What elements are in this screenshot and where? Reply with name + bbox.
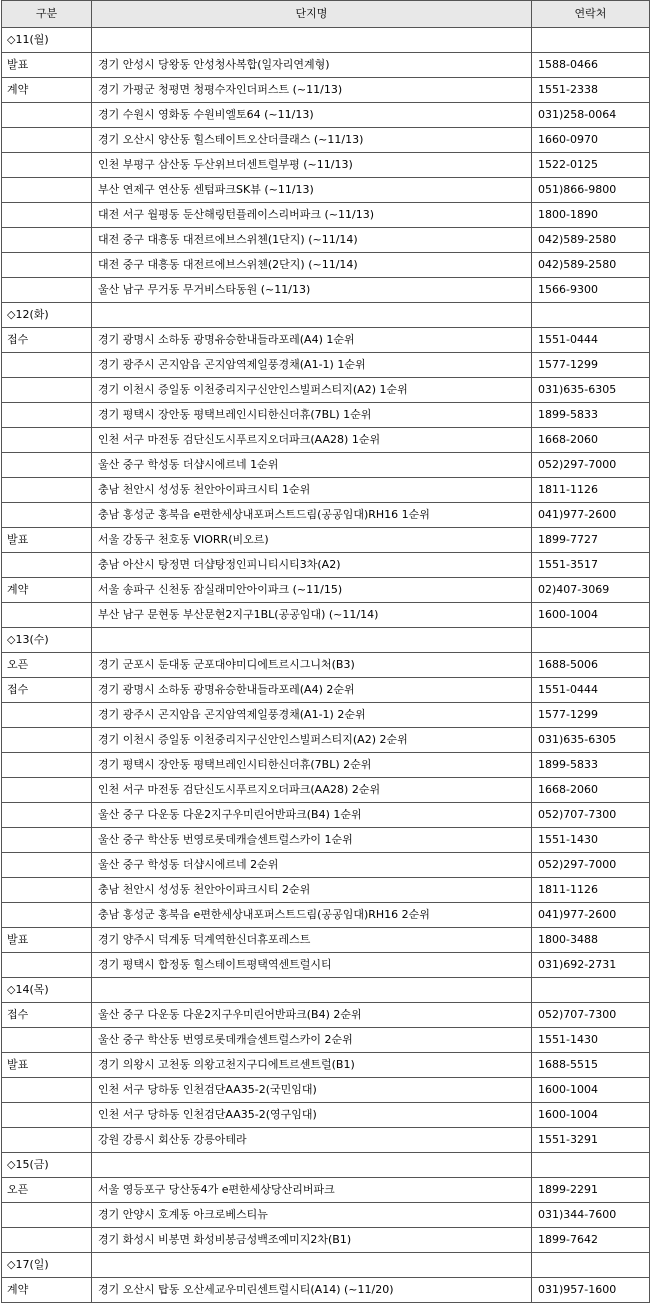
row-contact: 1551-3291 <box>532 1128 650 1153</box>
row-category: 발표 <box>2 928 92 953</box>
row-contact: 1551-2338 <box>532 78 650 103</box>
table-row <box>2 203 650 228</box>
table-row <box>2 1278 650 1303</box>
date-row <box>2 1153 650 1178</box>
row-contact: 1660-0970 <box>532 128 650 153</box>
row-complex-name: 부산 연제구 연산동 센텀파크SK뷰 (~11/13) <box>92 178 532 203</box>
row-contact: 1577-1299 <box>532 353 650 378</box>
row-complex-name: 경기 평택시 장안동 평택브레인시티한신더휴(7BL) 2순위 <box>92 753 532 778</box>
table-row <box>2 953 650 978</box>
row-complex-name: 울산 중구 학산동 번영로롯데캐슬센트럴스카이 2순위 <box>92 1028 532 1053</box>
row-complex-name: 경기 평택시 장안동 평택브레인시티한신더휴(7BL) 1순위 <box>92 403 532 428</box>
row-complex-name: 울산 중구 다운동 다운2지구우미린어반파크(B4) 2순위 <box>92 1003 532 1028</box>
row-category <box>2 128 92 153</box>
row-complex-name: 충남 천안시 성성동 천안아이파크시티 2순위 <box>92 878 532 903</box>
row-complex-name: 울산 중구 학산동 번영로롯데캐슬센트럴스카이 1순위 <box>92 828 532 853</box>
date-row <box>2 1253 650 1278</box>
date-row-empty-cell <box>92 1253 532 1278</box>
header-complex-name: 단지명 <box>92 1 532 28</box>
table-row <box>2 128 650 153</box>
table-row <box>2 328 650 353</box>
row-complex-name: 인천 부평구 삼산동 두산위브더센트럴부평 (~11/13) <box>92 153 532 178</box>
row-contact: 1600-1004 <box>532 603 650 628</box>
row-complex-name: 경기 오산시 양산동 힐스테이트오산더클래스 (~11/13) <box>92 128 532 153</box>
row-complex-name: 대전 중구 대흥동 대전르에브스위첸(2단지) (~11/14) <box>92 253 532 278</box>
row-contact: 042)589-2580 <box>532 253 650 278</box>
row-contact: 1668-2060 <box>532 428 650 453</box>
row-contact: 1899-7727 <box>532 528 650 553</box>
row-contact: 1688-5515 <box>532 1053 650 1078</box>
row-category <box>2 103 92 128</box>
row-contact: 041)977-2600 <box>532 503 650 528</box>
row-contact: 052)707-7300 <box>532 803 650 828</box>
row-complex-name: 대전 서구 월평동 둔산해링턴플레이스리버파크 (~11/13) <box>92 203 532 228</box>
row-category: 계약 <box>2 578 92 603</box>
row-complex-name: 서울 영등포구 당산동4가 e편한세상당산리버파크 <box>92 1178 532 1203</box>
row-category <box>2 278 92 303</box>
subscription-schedule-table <box>1 0 650 1303</box>
row-complex-name: 울산 중구 학성동 더샵시에르네 2순위 <box>92 853 532 878</box>
row-category <box>2 1203 92 1228</box>
table-row <box>2 403 650 428</box>
row-complex-name: 경기 광주시 곤지암읍 곤지암역제일풍경채(A1-1) 1순위 <box>92 353 532 378</box>
row-category <box>2 828 92 853</box>
row-category <box>2 778 92 803</box>
row-category <box>2 1078 92 1103</box>
row-category <box>2 603 92 628</box>
table-row <box>2 1203 650 1228</box>
row-contact: 031)635-6305 <box>532 378 650 403</box>
table-row <box>2 178 650 203</box>
table-row <box>2 503 650 528</box>
row-contact: 1800-1890 <box>532 203 650 228</box>
date-row-empty-cell <box>532 628 650 653</box>
table-row <box>2 1128 650 1153</box>
table-row <box>2 728 650 753</box>
date-row <box>2 303 650 328</box>
date-row-empty-cell <box>92 28 532 53</box>
row-contact: 042)589-2580 <box>532 228 650 253</box>
row-complex-name: 경기 가평군 청평면 청평수자인더퍼스트 (~11/13) <box>92 78 532 103</box>
date-row <box>2 628 650 653</box>
table-row <box>2 253 650 278</box>
date-label: ◇14(목) <box>2 978 92 1003</box>
row-contact: 031)344-7600 <box>532 1203 650 1228</box>
row-contact: 1551-1430 <box>532 1028 650 1053</box>
row-complex-name: 대전 중구 대흥동 대전르에브스위첸(1단지) (~11/14) <box>92 228 532 253</box>
row-contact: 1551-0444 <box>532 328 650 353</box>
table-row <box>2 478 650 503</box>
row-complex-name: 경기 오산시 탑동 오산세교우미린센트럴시티(A14) (~11/20) <box>92 1278 532 1303</box>
table-row <box>2 1053 650 1078</box>
row-complex-name: 울산 중구 다운동 다운2지구우미린어반파크(B4) 1순위 <box>92 803 532 828</box>
row-contact: 1668-2060 <box>532 778 650 803</box>
row-category: 발표 <box>2 1053 92 1078</box>
table-row <box>2 1103 650 1128</box>
row-contact: 1522-0125 <box>532 153 650 178</box>
table-row <box>2 878 650 903</box>
table-row <box>2 353 650 378</box>
table-row <box>2 78 650 103</box>
date-row-empty-cell <box>532 978 650 1003</box>
row-category <box>2 153 92 178</box>
table-row <box>2 653 650 678</box>
row-category <box>2 228 92 253</box>
header-row <box>2 1 650 28</box>
row-category <box>2 428 92 453</box>
row-contact: 052)297-7000 <box>532 853 650 878</box>
date-label: ◇12(화) <box>2 303 92 328</box>
table-row <box>2 1078 650 1103</box>
row-contact: 031)635-6305 <box>532 728 650 753</box>
row-contact: 1566-9300 <box>532 278 650 303</box>
row-category <box>2 803 92 828</box>
table-row <box>2 578 650 603</box>
header-contact: 연락처 <box>532 1 650 28</box>
row-category <box>2 1128 92 1153</box>
row-category <box>2 353 92 378</box>
row-complex-name: 인천 서구 마전동 검단신도시푸르지오더파크(AA28) 2순위 <box>92 778 532 803</box>
row-complex-name: 인천 서구 당하동 인천검단AA35-2(국민임대) <box>92 1078 532 1103</box>
row-contact: 1899-5833 <box>532 403 650 428</box>
row-complex-name: 울산 남구 무거동 무거비스타동원 (~11/13) <box>92 278 532 303</box>
row-category <box>2 178 92 203</box>
row-contact: 1551-3517 <box>532 553 650 578</box>
table-row <box>2 603 650 628</box>
date-row-empty-cell <box>92 978 532 1003</box>
date-row <box>2 28 650 53</box>
table-row <box>2 53 650 78</box>
row-category <box>2 1028 92 1053</box>
row-category <box>2 1228 92 1253</box>
row-complex-name: 충남 홍성군 홍북읍 e편한세상내포퍼스트드림(공공임대)RH16 1순위 <box>92 503 532 528</box>
date-label: ◇15(금) <box>2 1153 92 1178</box>
row-category <box>2 378 92 403</box>
table-row <box>2 803 650 828</box>
row-contact: 051)866-9800 <box>532 178 650 203</box>
row-contact: 1551-1430 <box>532 828 650 853</box>
date-row-empty-cell <box>92 628 532 653</box>
row-category <box>2 953 92 978</box>
row-category <box>2 203 92 228</box>
row-contact: 1588-0466 <box>532 53 650 78</box>
row-contact: 1899-2291 <box>532 1178 650 1203</box>
table-row <box>2 103 650 128</box>
row-complex-name: 경기 평택시 합정동 힐스테이트평택역센트럴시티 <box>92 953 532 978</box>
row-category: 계약 <box>2 1278 92 1303</box>
header-category: 구분 <box>2 1 92 28</box>
row-complex-name: 서울 강동구 천호동 VIORR(비오르) <box>92 528 532 553</box>
row-contact: 031)957-1600 <box>532 1278 650 1303</box>
row-complex-name: 인천 서구 마전동 검단신도시푸르지오더파크(AA28) 1순위 <box>92 428 532 453</box>
row-category <box>2 453 92 478</box>
date-label: ◇17(일) <box>2 1253 92 1278</box>
row-contact: 1899-5833 <box>532 753 650 778</box>
row-category: 접수 <box>2 678 92 703</box>
schedule-table-body <box>2 1 650 1303</box>
table-row <box>2 228 650 253</box>
row-category <box>2 1103 92 1128</box>
row-contact: 1600-1004 <box>532 1078 650 1103</box>
row-complex-name: 경기 안양시 호계동 아크로베스티뉴 <box>92 1203 532 1228</box>
row-category: 접수 <box>2 1003 92 1028</box>
table-row <box>2 1228 650 1253</box>
row-category <box>2 753 92 778</box>
table-row <box>2 928 650 953</box>
row-category: 오픈 <box>2 1178 92 1203</box>
row-category <box>2 728 92 753</box>
row-category <box>2 478 92 503</box>
table-row <box>2 778 650 803</box>
row-contact: 1551-0444 <box>532 678 650 703</box>
date-row-empty-cell <box>532 28 650 53</box>
row-category: 접수 <box>2 328 92 353</box>
row-contact: 041)977-2600 <box>532 903 650 928</box>
row-contact: 1688-5006 <box>532 653 650 678</box>
date-row <box>2 978 650 1003</box>
row-category <box>2 403 92 428</box>
row-contact: 031)692-2731 <box>532 953 650 978</box>
row-category: 오픈 <box>2 653 92 678</box>
row-contact: 052)297-7000 <box>532 453 650 478</box>
row-complex-name: 충남 홍성군 홍북읍 e편한세상내포퍼스트드림(공공임대)RH16 2순위 <box>92 903 532 928</box>
table-row <box>2 903 650 928</box>
row-contact: 052)707-7300 <box>532 1003 650 1028</box>
row-category <box>2 703 92 728</box>
row-complex-name: 경기 광명시 소하동 광명유승한내들라포레(A4) 1순위 <box>92 328 532 353</box>
date-label: ◇13(수) <box>2 628 92 653</box>
row-complex-name: 경기 이천시 증일동 이천중리지구신안인스빌퍼스티지(A2) 2순위 <box>92 728 532 753</box>
row-category: 발표 <box>2 53 92 78</box>
row-contact: 1811-1126 <box>532 878 650 903</box>
table-row <box>2 1178 650 1203</box>
row-category <box>2 853 92 878</box>
table-row <box>2 528 650 553</box>
row-category <box>2 553 92 578</box>
date-row-empty-cell <box>532 1153 650 1178</box>
row-complex-name: 경기 화성시 비봉면 화성비봉금성백조예미지2차(B1) <box>92 1228 532 1253</box>
table-row <box>2 453 650 478</box>
date-row-empty-cell <box>92 1153 532 1178</box>
table-row <box>2 1028 650 1053</box>
row-complex-name: 충남 천안시 성성동 천안아이파크시티 1순위 <box>92 478 532 503</box>
row-category: 발표 <box>2 528 92 553</box>
row-complex-name: 경기 양주시 덕계동 덕계역한신더휴포레스트 <box>92 928 532 953</box>
table-row <box>2 153 650 178</box>
table-row <box>2 553 650 578</box>
date-label: ◇11(월) <box>2 28 92 53</box>
row-complex-name: 부산 남구 문현동 부산문현2지구1BL(공공임대) (~11/14) <box>92 603 532 628</box>
table-row <box>2 278 650 303</box>
row-complex-name: 경기 안성시 당왕동 안성청사복합(일자리연계형) <box>92 53 532 78</box>
date-row-empty-cell <box>532 1253 650 1278</box>
date-row-empty-cell <box>92 303 532 328</box>
table-row <box>2 853 650 878</box>
table-row <box>2 428 650 453</box>
row-contact: 031)258-0064 <box>532 103 650 128</box>
row-contact: 02)407-3069 <box>532 578 650 603</box>
row-contact: 1800-3488 <box>532 928 650 953</box>
row-category <box>2 903 92 928</box>
row-complex-name: 울산 중구 학성동 더샵시에르네 1순위 <box>92 453 532 478</box>
row-complex-name: 강원 강릉시 회산동 강릉아테라 <box>92 1128 532 1153</box>
row-contact: 1577-1299 <box>532 703 650 728</box>
row-contact: 1899-7642 <box>532 1228 650 1253</box>
table-row <box>2 678 650 703</box>
row-contact: 1600-1004 <box>532 1103 650 1128</box>
table-row <box>2 1003 650 1028</box>
row-complex-name: 경기 광명시 소하동 광명유승한내들라포레(A4) 2순위 <box>92 678 532 703</box>
row-complex-name: 경기 의왕시 고천동 의왕고천지구디에트르센트럴(B1) <box>92 1053 532 1078</box>
table-row <box>2 753 650 778</box>
row-complex-name: 경기 군포시 둔대동 군포대야미디에트르시그니처(B3) <box>92 653 532 678</box>
row-complex-name: 서울 송파구 신천동 잠실래미안아이파크 (~11/15) <box>92 578 532 603</box>
row-category <box>2 503 92 528</box>
row-category: 계약 <box>2 78 92 103</box>
row-complex-name: 경기 수원시 영화동 수원비엘토64 (~11/13) <box>92 103 532 128</box>
row-category <box>2 878 92 903</box>
table-row <box>2 703 650 728</box>
row-contact: 1811-1126 <box>532 478 650 503</box>
table-row <box>2 828 650 853</box>
table-row <box>2 378 650 403</box>
row-complex-name: 경기 광주시 곤지암읍 곤지암역제일풍경채(A1-1) 2순위 <box>92 703 532 728</box>
row-complex-name: 충남 아산시 탕정면 더샵탕정인피니티시티3차(A2) <box>92 553 532 578</box>
date-row-empty-cell <box>532 303 650 328</box>
row-complex-name: 경기 이천시 증일동 이천중리지구신안인스빌퍼스티지(A2) 1순위 <box>92 378 532 403</box>
row-complex-name: 인천 서구 당하동 인천검단AA35-2(영구임대) <box>92 1103 532 1128</box>
row-category <box>2 253 92 278</box>
